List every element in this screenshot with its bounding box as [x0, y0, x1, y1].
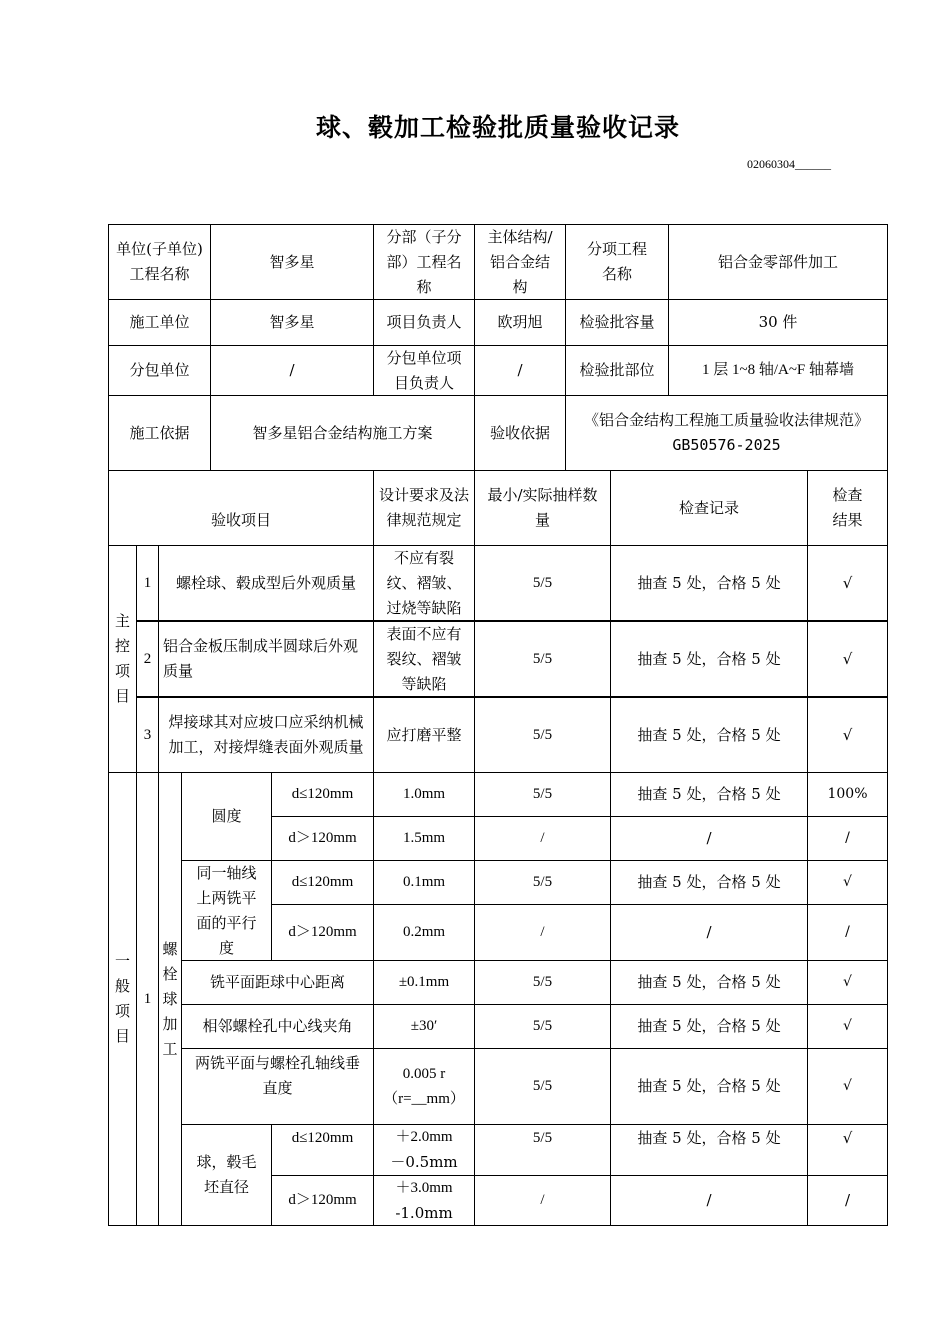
perpendicular-result-text: √: [843, 1078, 852, 1094]
sub-item-label-text: 分项工程名称: [586, 240, 647, 283]
diameter-sample: [474, 1175, 611, 1226]
subcontractor-value-text: /: [289, 361, 295, 379]
diameter-design-text: ＋2.0mm: [395, 1129, 453, 1145]
hole-angle-record: [610, 1004, 808, 1049]
roundness-label-text: 圆度: [211, 807, 242, 825]
center-distance-label-text: 铣平面距球中心距离: [209, 973, 345, 991]
diameter-design-text: ＋3.0mm: [395, 1179, 453, 1196]
main-control-sample-text: 5/5: [532, 726, 553, 743]
center-distance-result: [807, 960, 888, 1005]
roundness-sample: [474, 816, 611, 861]
unit-label: [108, 224, 211, 300]
diameter-design: [373, 1124, 475, 1176]
pm-value: [474, 299, 566, 346]
subdivision-label: [373, 224, 475, 300]
basis-label: [108, 395, 211, 471]
subcontractor-value: [210, 345, 374, 396]
main-control-record: [610, 545, 808, 621]
main-control-item: [158, 545, 374, 621]
main-control-label: [108, 545, 137, 773]
diameter-result-text: /: [844, 1191, 851, 1209]
hole-angle-record-text: 抽查 5 处，合格 5 处: [637, 1017, 781, 1035]
diameter-result: [807, 1175, 888, 1226]
diameter-cond: [271, 1175, 374, 1226]
main-control-no-text: 2: [143, 650, 152, 667]
diameter-sample-text: 5/5: [532, 1130, 553, 1146]
main-control-label-text: 主控项目: [114, 612, 130, 705]
general-label: [108, 772, 137, 1226]
main-control-no-text: 1: [143, 574, 152, 591]
parallel-label-text: 同一轴线上两铣平面的平行度: [196, 863, 257, 957]
column-sample-text: 最小/实际抽样数量: [487, 486, 598, 529]
center-distance-record-text: 抽查 5 处，合格 5 处: [637, 973, 781, 991]
center-distance-record: [610, 960, 808, 1005]
column-item-text: 验收项目: [210, 511, 271, 529]
parallel-sample: [474, 904, 611, 961]
perpendicular-record-text: 抽查 5 处，合格 5 处: [637, 1077, 781, 1095]
perpendicular-design-text: 0.005 r（r=__mm）: [383, 1065, 465, 1107]
diameter-record: [610, 1175, 808, 1226]
diameter-record-text: /: [706, 1191, 712, 1209]
main-control-design-text: 不应有裂纹、褶皱、过烧等缺陷: [386, 548, 462, 617]
main-control-result: [807, 697, 888, 773]
center-distance-sample-text: 5/5: [532, 974, 553, 990]
center-distance-sample: [474, 960, 611, 1005]
general-group-text: 螺栓球加工: [162, 939, 178, 1058]
location-value-text: 1 层 1~8 轴/A~F 轴幕墙: [701, 362, 855, 378]
location-label-text: 检验批部位: [579, 361, 655, 379]
hole-angle-label: [181, 1004, 374, 1049]
unit-label-text: 单位(子单位)工程名称: [116, 240, 203, 283]
subcontractor-label: [108, 345, 211, 396]
roundness-record: [610, 772, 808, 817]
parallel-result: [807, 860, 888, 905]
general-group: [158, 772, 182, 1226]
main-control-item-text: 螺栓球、毂成型后外观质量: [175, 573, 356, 592]
hole-angle-sample-text: 5/5: [532, 1018, 553, 1034]
roundness-sample-text: /: [540, 830, 545, 846]
column-record-text: 检查记录: [678, 498, 739, 517]
column-result-text: 检查结果: [832, 486, 863, 529]
roundness-record-text: /: [706, 829, 712, 847]
subdivision-label-text: 分部（子分部）工程名称: [386, 227, 462, 296]
hole-angle-label-text: 相邻螺栓孔中心线夹角: [202, 1017, 353, 1035]
main-control-record-text: 抽查 5 处，合格 5 处: [637, 725, 781, 744]
roundness-record: [610, 816, 808, 861]
main-control-design: [373, 621, 475, 697]
main-control-result-text: √: [842, 725, 853, 744]
diameter-cond-text: d＞120mm: [288, 1192, 357, 1208]
hole-angle-result-text: √: [843, 1018, 852, 1034]
diameter-design-extra: －0.5mm: [390, 1153, 458, 1171]
parallel-record: [610, 904, 808, 961]
roundness-result: [807, 816, 888, 861]
column-item: [108, 470, 374, 546]
capacity-label: [565, 299, 669, 346]
roundness-design-text: 1.0mm: [402, 786, 446, 802]
location-label: [565, 345, 669, 396]
parallel-design-text: 0.1mm: [402, 874, 446, 890]
perpendicular-label-text: 两铣平面与螺栓孔轴线垂直度: [194, 1054, 360, 1097]
main-control-sample-text: 5/5: [532, 650, 553, 667]
contractor-label-text: 施工单位: [129, 313, 190, 331]
diameter-result-text: √: [842, 1129, 853, 1147]
diameter-design-extra: -1.0mm: [395, 1203, 453, 1222]
diameter-result: [807, 1124, 888, 1176]
main-control-design: [373, 697, 475, 773]
main-control-record: [610, 621, 808, 697]
capacity-value-text: 30 件: [758, 313, 798, 331]
pm-label: [373, 299, 475, 346]
capacity-value: [668, 299, 888, 346]
accept-basis-value: [565, 395, 888, 471]
center-distance-label: [181, 960, 374, 1005]
unit-value-text: 智多星: [269, 252, 315, 271]
sub-item-label: [565, 224, 669, 300]
subdivision-value: [474, 224, 566, 300]
unit-value: [210, 224, 374, 300]
roundness-record-text: 抽查 5 处，合格 5 处: [637, 785, 781, 803]
column-record: [610, 470, 808, 546]
column-sample: [474, 470, 611, 546]
parallel-cond: [271, 860, 374, 905]
parallel-result-text: √: [843, 874, 852, 890]
column-result: [807, 470, 888, 546]
pm-value-text: 欧玥旭: [497, 313, 543, 331]
main-control-no-text: 3: [143, 726, 152, 743]
sub-item-value-text: 铝合金零部件加工: [717, 252, 838, 271]
parallel-label: [181, 860, 272, 961]
document-code: 02060304______: [747, 157, 831, 171]
accept-basis-label: [474, 395, 566, 471]
main-control-sample-text: 5/5: [532, 574, 553, 591]
roundness-design: [373, 816, 475, 861]
main-control-item: [158, 697, 374, 773]
accept-basis-value-text: 《铝合金结构工程施工质量验收法律规范》: [583, 411, 869, 429]
main-control-design-text: 表面不应有裂纹、褶皱等缺陷: [386, 624, 462, 693]
main-control-design: [373, 545, 475, 621]
subcontractor-label-text: 分包单位: [129, 361, 190, 379]
center-distance-design-text: ±0.1mm: [398, 974, 450, 990]
roundness-sample-text: 5/5: [532, 786, 553, 802]
parallel-design-text: 0.2mm: [402, 924, 446, 940]
sub-item-value: [668, 224, 888, 300]
main-control-record-text: 抽查 5 处，合格 5 处: [637, 573, 781, 592]
roundness-cond: [271, 816, 374, 861]
diameter-sample: [474, 1124, 611, 1176]
main-control-no: [136, 545, 159, 621]
main-control-no: [136, 697, 159, 773]
diameter-label: [181, 1124, 272, 1226]
diameter-label-text: 球，毂毛坯直径: [196, 1153, 257, 1196]
main-control-record-text: 抽查 5 处，合格 5 处: [637, 649, 781, 668]
general-label-text: 一般项目: [114, 952, 130, 1045]
roundness-design-text: 1.5mm: [402, 830, 446, 846]
accept-basis-value-extra: GB50576-2025: [672, 436, 781, 454]
perpendicular-label: [181, 1048, 374, 1125]
sub-pm-value-text: /: [517, 361, 523, 379]
roundness-result-text: 100%: [827, 786, 868, 802]
parallel-design: [373, 904, 475, 961]
center-distance-result-text: √: [843, 974, 852, 990]
parallel-sample: [474, 860, 611, 905]
diameter-cond: [271, 1124, 374, 1176]
basis-value-text: 智多星铝合金结构施工方案: [252, 423, 433, 442]
contractor-value: [210, 299, 374, 346]
roundness-cond: [271, 772, 374, 817]
general-no-text: 1: [143, 990, 152, 1007]
parallel-cond: [271, 904, 374, 961]
parallel-sample-text: /: [540, 924, 545, 940]
main-control-result: [807, 545, 888, 621]
main-control-result-text: √: [842, 573, 853, 592]
column-design: [373, 470, 475, 546]
main-control-item-text: 焊接球其对应坡口应采纳机械加工，对接焊缝表面外观质量: [168, 713, 364, 756]
main-control-sample: [474, 697, 611, 773]
perpendicular-sample-text: 5/5: [532, 1078, 553, 1094]
contractor-value-text: 智多星: [269, 313, 315, 331]
parallel-design: [373, 860, 475, 905]
hole-angle-sample: [474, 1004, 611, 1049]
perpendicular-sample: [474, 1048, 611, 1125]
diameter-design: [373, 1175, 475, 1226]
main-control-sample: [474, 621, 611, 697]
roundness-result-text: /: [845, 830, 850, 846]
main-control-design-text: 应打磨平整: [386, 725, 462, 744]
parallel-cond-text: d＞120mm: [288, 924, 357, 940]
parallel-result-text: /: [845, 924, 850, 940]
perpendicular-record: [610, 1048, 808, 1125]
diameter-sample-text: /: [540, 1192, 545, 1208]
roundness-sample: [474, 772, 611, 817]
hole-angle-design-text: ±30′: [410, 1018, 438, 1034]
roundness-result: [807, 772, 888, 817]
sub-pm-label: [373, 345, 475, 396]
contractor-label: [108, 299, 211, 346]
sub-pm-value: [474, 345, 566, 396]
main-control-record: [610, 697, 808, 773]
center-distance-design: [373, 960, 475, 1005]
hole-angle-result: [807, 1004, 888, 1049]
hole-angle-design: [373, 1004, 475, 1049]
page-title: 球、毂加工检验批质量验收记录: [315, 113, 680, 142]
accept-basis-label-text: 验收依据: [489, 423, 550, 442]
diameter-cond-text: d≤120mm: [291, 1130, 354, 1146]
inspection-grid: [108, 224, 888, 1226]
roundness-cond-text: d＞120mm: [288, 830, 357, 846]
main-control-result-text: √: [842, 649, 853, 668]
diameter-record-text: 抽查 5 处，合格 5 处: [637, 1129, 781, 1147]
main-control-sample: [474, 545, 611, 621]
parallel-result: [807, 904, 888, 961]
roundness-label: [181, 772, 272, 861]
parallel-cond-text: d≤120mm: [291, 874, 354, 890]
capacity-label-text: 检验批容量: [579, 313, 655, 331]
main-control-item: [158, 621, 374, 697]
parallel-sample-text: 5/5: [532, 874, 553, 890]
roundness-cond-text: d≤120mm: [291, 786, 354, 802]
pm-label-text: 项目负责人: [386, 313, 462, 331]
column-design-text: 设计要求及法律规范规定: [379, 486, 470, 529]
roundness-design: [373, 772, 475, 817]
basis-label-text: 施工依据: [129, 423, 190, 442]
basis-value: [210, 395, 475, 471]
main-control-no: [136, 621, 159, 697]
perpendicular-design: [373, 1048, 475, 1125]
sub-pm-label-text: 分包单位项目负责人: [386, 348, 462, 392]
main-control-item-text: 铝合金板压制成半圆球后外观质量: [163, 637, 359, 680]
diameter-record: [610, 1124, 808, 1176]
general-no: [136, 772, 159, 1226]
parallel-record-text: 抽查 5 处，合格 5 处: [637, 873, 781, 891]
subdivision-value-text: 主体结构/铝合金结构: [487, 227, 553, 296]
main-control-result: [807, 621, 888, 697]
parallel-record: [610, 860, 808, 905]
parallel-record-text: /: [706, 923, 712, 941]
location-value: [668, 345, 888, 396]
perpendicular-result: [807, 1048, 888, 1125]
